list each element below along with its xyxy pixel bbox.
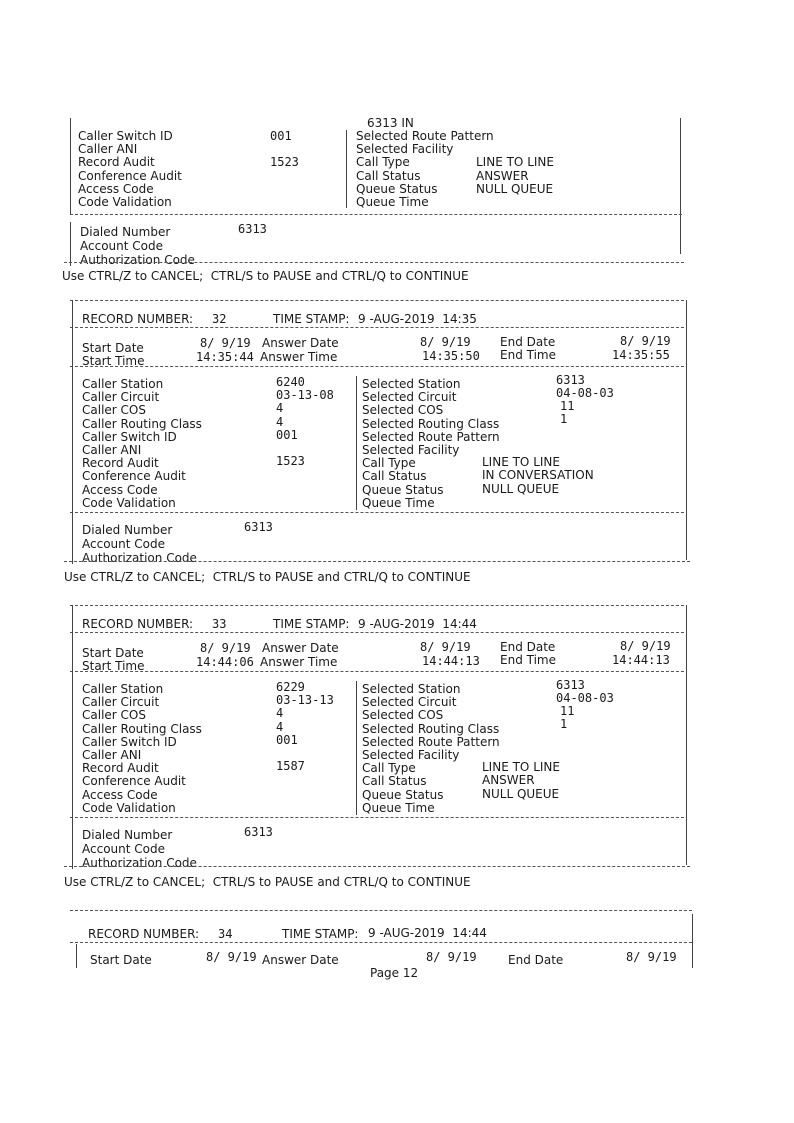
answer-time-label: Answer Time — [260, 350, 338, 364]
caller-ani-label: Caller ANI — [78, 142, 138, 157]
queue-status-value: NULL QUEUE — [482, 786, 560, 801]
caller-switch-id-label: Caller Switch ID — [82, 429, 177, 444]
selected-routing-class-label: Selected Routing Class — [362, 721, 500, 736]
dialed-number-value: 6313 — [244, 520, 273, 534]
answer-time-value: 14:35:50 — [422, 349, 480, 363]
start-date-label: Start Date — [82, 341, 144, 355]
end-date-label: End Date — [500, 335, 556, 349]
selected-facility-label: Selected Facility — [362, 748, 460, 762]
caller-routing-class-label: Caller Routing Class — [82, 721, 202, 736]
answer-date-label: Answer Date — [262, 641, 339, 655]
record-audit-value: 1587 — [276, 759, 305, 774]
time-stamp-value: 9 -AUG-2019 14:44 — [368, 926, 487, 940]
selected-routing-class-value: 1 — [560, 717, 568, 731]
caller-cos-label: Caller COS — [82, 403, 146, 418]
queue-status-value: NULL QUEUE — [476, 181, 554, 196]
end-time-label: End Time — [500, 653, 556, 667]
authorization-code-label: Authorization Code — [80, 253, 195, 267]
continue-prompt: Use CTRL/Z to CANCEL; CTRL/S to PAUSE and CTRL/Q to CONTINUE — [64, 875, 471, 889]
account-code-label: Account Code — [82, 537, 165, 551]
caller-cos-value: 4 — [276, 706, 284, 721]
dashed-rule — [70, 605, 684, 606]
end-date-value: 8/ 9/19 — [620, 334, 671, 348]
record-number-value: 34 — [218, 927, 233, 941]
box-border — [356, 681, 357, 815]
selected-routing-class-label: Selected Routing Class — [362, 416, 500, 431]
box-border — [680, 118, 681, 254]
end-time-value: 14:35:55 — [612, 348, 670, 362]
dashed-rule — [70, 300, 684, 301]
time-stamp-value: 9 -AUG-2019 14:35 — [358, 312, 477, 326]
dashed-rule — [70, 327, 684, 328]
start-date-value: 8/ 9/19 — [200, 641, 251, 655]
selected-station-label: Selected Station — [362, 682, 461, 696]
selected-station-value: 6313 IN — [367, 116, 414, 130]
selected-circuit-value: 04-08-03 — [556, 386, 614, 400]
selected-facility-label: Selected Facility — [356, 142, 454, 157]
access-code-label: Access Code — [82, 482, 158, 497]
dashed-rule — [70, 512, 684, 513]
record-audit-value: 1523 — [276, 454, 305, 469]
dialed-number-label: Dialed Number — [82, 828, 173, 842]
record-number-label: RECORD NUMBER: — [88, 927, 200, 941]
record-number-label: RECORD NUMBER: — [82, 617, 194, 631]
call-type-value: LINE TO LINE — [482, 760, 560, 775]
box-border — [70, 118, 71, 214]
code-validation-label: Code Validation — [82, 800, 176, 815]
selected-routing-class-value: 1 — [560, 412, 568, 426]
caller-circuit-label: Caller Circuit — [82, 390, 160, 405]
time-stamp-label: TIME STAMP: — [273, 312, 350, 326]
call-status-label: Call Status — [362, 469, 427, 484]
call-type-label: Call Type — [356, 155, 410, 170]
box-border — [70, 222, 71, 266]
selected-cos-value: 11 — [560, 399, 575, 413]
box-border — [686, 300, 687, 560]
caller-station-value: 6240 — [276, 375, 305, 389]
caller-circuit-label: Caller Circuit — [82, 695, 160, 710]
record-number-value: 33 — [212, 617, 227, 631]
dashed-rule — [70, 942, 692, 943]
dialed-number-value: 6313 — [238, 222, 267, 236]
dashed-rule — [70, 817, 684, 818]
start-time-label: Start Time — [82, 354, 145, 368]
code-validation-label: Code Validation — [78, 195, 172, 209]
call-status-label: Call Status — [356, 168, 421, 183]
dashed-rule — [70, 910, 692, 911]
queue-status-label: Queue Status — [356, 181, 438, 196]
call-status-value: ANSWER — [476, 168, 529, 183]
start-time-value: 14:44:06 — [196, 655, 254, 669]
dashed-rule — [70, 671, 684, 672]
call-type-value: LINE TO LINE — [482, 455, 560, 470]
selected-route-pattern-label: Selected Route Pattern — [362, 429, 500, 444]
continue-prompt: Use CTRL/Z to CANCEL; CTRL/S to PAUSE and CTRL/Q to CONTINUE — [62, 269, 469, 283]
continue-prompt: Use CTRL/Z to CANCEL; CTRL/S to PAUSE and CTRL/Q to CONTINUE — [64, 570, 471, 584]
caller-switch-id-value: 001 — [276, 732, 298, 747]
dialed-number-label: Dialed Number — [82, 523, 173, 537]
caller-routing-class-label: Caller Routing Class — [82, 416, 202, 431]
selected-cos-label: Selected COS — [362, 403, 444, 418]
time-stamp-label: TIME STAMP: — [273, 617, 350, 631]
record-number-label: RECORD NUMBER: — [82, 312, 194, 326]
box-border — [686, 605, 687, 865]
caller-cos-value: 4 — [276, 401, 284, 416]
selected-circuit-label: Selected Circuit — [362, 695, 457, 710]
box-border — [346, 130, 347, 208]
call-status-value: IN CONVERSATION — [482, 468, 594, 483]
dialed-number-value: 6313 — [244, 825, 273, 839]
conference-audit-label: Conference Audit — [82, 774, 186, 789]
box-border — [72, 300, 73, 564]
queue-status-label: Queue Status — [362, 787, 444, 802]
answer-time-value: 14:44:13 — [422, 654, 480, 668]
caller-station-label: Caller Station — [82, 377, 164, 391]
selected-station-value: 6313 — [556, 373, 585, 387]
box-border — [356, 376, 357, 510]
caller-switch-id-label: Caller Switch ID — [82, 734, 177, 749]
start-time-value: 14:35:44 — [196, 350, 254, 364]
call-status-value: ANSWER — [482, 773, 535, 788]
box-border — [692, 914, 693, 968]
time-stamp-label: TIME STAMP: — [282, 927, 359, 941]
selected-cos-label: Selected COS — [362, 708, 444, 723]
selected-circuit-value: 04-08-03 — [556, 691, 614, 705]
answer-date-value: 8/ 9/19 — [426, 950, 477, 964]
selected-station-value: 6313 — [556, 678, 585, 692]
selected-facility-label: Selected Facility — [362, 443, 460, 457]
caller-routing-class-value: 4 — [276, 414, 284, 429]
caller-switch-id-value: 001 — [276, 427, 298, 442]
call-type-label: Call Type — [362, 761, 416, 776]
answer-date-value: 8/ 9/19 — [420, 640, 471, 654]
start-date-label: Start Date — [82, 646, 144, 660]
caller-circuit-value: 03-13-13 — [276, 693, 334, 708]
end-date-value: 8/ 9/19 — [626, 950, 677, 964]
caller-switch-id-label: Caller Switch ID — [78, 129, 173, 143]
queue-status-label: Queue Status — [362, 482, 444, 497]
answer-date-label: Answer Date — [262, 336, 339, 350]
caller-switch-id-value: 001 — [270, 129, 292, 143]
selected-cos-value: 11 — [560, 704, 575, 718]
call-status-label: Call Status — [362, 774, 427, 789]
queue-time-label: Queue Time — [356, 195, 429, 209]
end-date-value: 8/ 9/19 — [620, 639, 671, 653]
dashed-rule — [64, 262, 684, 263]
time-stamp-value: 9 -AUG-2019 14:44 — [358, 617, 477, 631]
answer-time-label: Answer Time — [260, 655, 338, 669]
caller-station-value: 6229 — [276, 680, 305, 694]
record-audit-label: Record Audit — [78, 155, 155, 170]
start-date-value: 8/ 9/19 — [200, 336, 251, 350]
account-code-label: Account Code — [80, 239, 163, 253]
record-number-value: 32 — [212, 312, 227, 326]
page-number: Page 12 — [370, 966, 419, 980]
code-validation-label: Code Validation — [82, 495, 176, 510]
queue-status-value: NULL QUEUE — [482, 481, 560, 496]
caller-cos-label: Caller COS — [82, 708, 146, 723]
dashed-rule — [70, 366, 684, 367]
end-time-value: 14:44:13 — [612, 653, 670, 667]
caller-routing-class-value: 4 — [276, 719, 284, 734]
start-date-label: Start Date — [90, 953, 152, 967]
caller-station-label: Caller Station — [82, 682, 164, 696]
end-date-label: End Date — [500, 640, 556, 654]
caller-ani-label: Caller ANI — [82, 443, 142, 457]
conference-audit-label: Conference Audit — [78, 168, 182, 183]
record-audit-label: Record Audit — [82, 761, 159, 776]
conference-audit-label: Conference Audit — [82, 469, 186, 484]
dashed-rule — [64, 561, 690, 562]
call-type-value: LINE TO LINE — [476, 155, 554, 170]
call-type-label: Call Type — [362, 456, 416, 471]
box-border — [76, 944, 77, 968]
selected-route-pattern-label: Selected Route Pattern — [362, 734, 500, 749]
start-time-label: Start Time — [82, 659, 145, 673]
end-time-label: End Time — [500, 348, 556, 362]
answer-date-value: 8/ 9/19 — [420, 335, 471, 349]
answer-date-label: Answer Date — [262, 953, 339, 967]
caller-ani-label: Caller ANI — [82, 748, 142, 762]
access-code-label: Access Code — [78, 181, 154, 196]
authorization-code-label: Authorization Code — [82, 551, 197, 565]
queue-time-label: Queue Time — [362, 800, 435, 815]
dashed-rule — [70, 632, 684, 633]
selected-route-pattern-label: Selected Route Pattern — [356, 129, 494, 143]
access-code-label: Access Code — [82, 787, 158, 802]
dialed-number-label: Dialed Number — [80, 225, 171, 239]
account-code-label: Account Code — [82, 842, 165, 856]
start-date-value: 8/ 9/19 — [206, 950, 257, 964]
authorization-code-label: Authorization Code — [82, 856, 197, 870]
queue-time-label: Queue Time — [362, 495, 435, 510]
dashed-rule — [70, 214, 682, 215]
record-audit-value: 1523 — [270, 155, 299, 170]
selected-station-label: Selected Station — [362, 377, 461, 391]
record-audit-label: Record Audit — [82, 456, 159, 471]
end-date-label: End Date — [508, 953, 564, 967]
caller-circuit-value: 03-13-08 — [276, 388, 334, 403]
dashed-rule — [64, 866, 690, 867]
box-border — [72, 605, 73, 869]
selected-circuit-label: Selected Circuit — [362, 390, 457, 405]
